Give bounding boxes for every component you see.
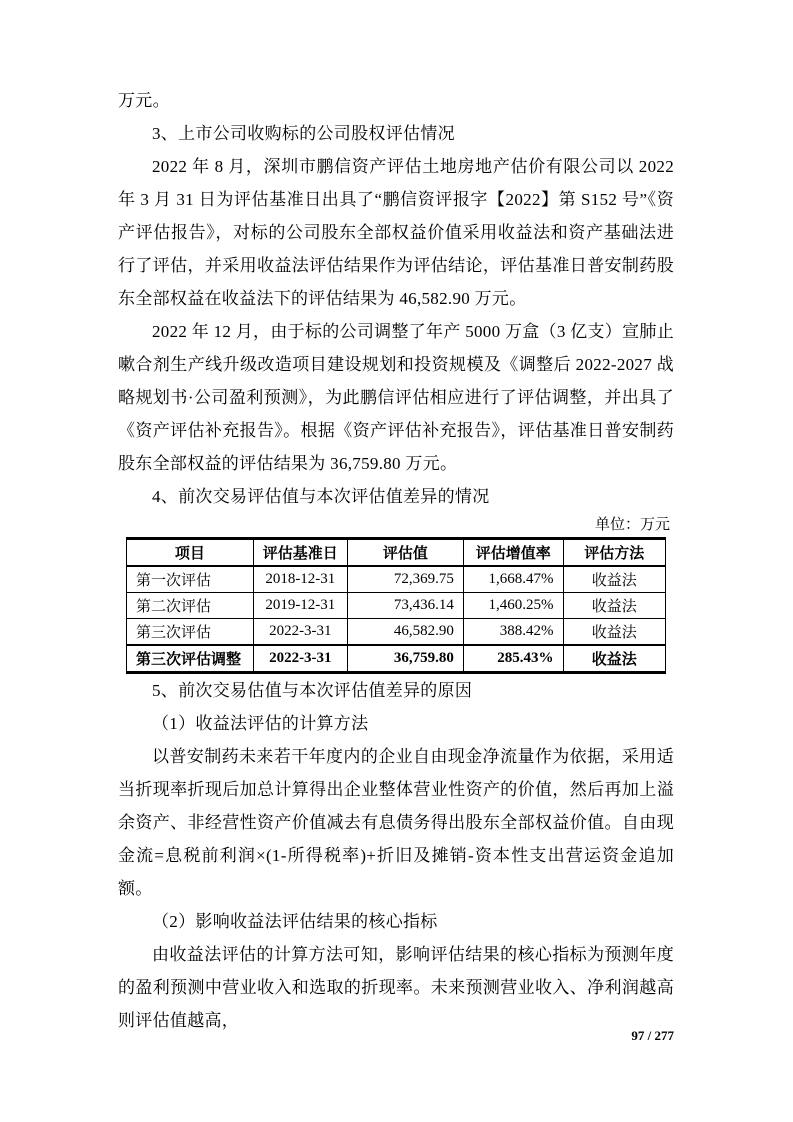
valuation-comparison-table (126, 537, 666, 674)
section-3-paragraph-2: 2022 年 12 月，由于标的公司调整了年产 5000 万盒（3 亿支）宣肺止嗽合剂生产线升级改造项目建设规划和投资规模及《调整后 2022-2027 战略规划书·公司盈利预测》，为此鹏信评估相应进行了评估调整，并出具了《资产评估补充报告》。根据《资产评估补充报告》，评估基准日普安制药股东全部权益的评估结果为 36,759.80 万元。 (118, 322, 674, 473)
section-4-heading: 4、前次交易评估值与本次评估值差异的情况 (152, 487, 490, 506)
header-item: 项目 (127, 539, 254, 567)
table-unit-label: 单位：万元 (594, 517, 670, 533)
table-cell: 2022-3-31 (253, 619, 347, 646)
subsection-1-heading: （1）收益法评估的计算方法 (152, 714, 369, 733)
table-cell: 收益法 (563, 593, 665, 619)
section-3-heading: 3、上市公司收购标的公司股权评估情况 (152, 124, 455, 143)
table-cell: 285.43% (463, 645, 563, 673)
table-cell: 1,460.25% (463, 593, 563, 619)
section-5-heading: 5、前次交易估值与本次评估值差异的原因 (152, 681, 473, 700)
table-header-row (127, 539, 666, 567)
table-cell: 收益法 (563, 566, 665, 593)
table-cell: 第三次评估调整 (127, 645, 254, 673)
content-area (118, 84, 674, 1037)
table-row-second-valuation (127, 593, 666, 619)
core-indicators-paragraph: 由收益法评估的计算方法可知，影响评估结果的核心指标为预测年度的盈利预测中营业收入和选取的折现率。未来预测营业收入、净利润越高则评估值越高， (118, 945, 674, 1030)
table-cell: 第一次评估 (127, 566, 254, 593)
table-cell: 2019-12-31 (253, 593, 347, 619)
page-number: 97 / 277 (631, 1028, 674, 1043)
header-base-date: 评估基准日 (253, 539, 347, 567)
table-cell: 2018-12-31 (253, 566, 347, 593)
table-cell: 收益法 (563, 619, 665, 646)
income-method-paragraph: 以普安制药未来若干年度内的企业自由现金净流量作为依据，采用适当折现率折现后加总计算得出企业整体营业性资产的价值，然后再加上溢余资产、非经营性资产价值减去有息债务得出股东全部权益价值。自由现金流=息税前利润×(1-所得税率)+折旧及摊销-资本性支出营运资金追加额。 (118, 747, 674, 898)
table-cell: 收益法 (563, 645, 665, 673)
section-3-paragraph-1: 2022 年 8 月，深圳市鹏信资产评估土地房地产估价有限公司以 2022 年 3 月 31 日为评估基准日出具了“鹏信资评报字【2022】第 S152 号”《资产评估报告》，对标的公司股东全部权益价值采用收益法和资产基础法进行了评估，并采用收益法评估结果作为评估结论，评估基准日普安制药股东全部权益在收益法下的评估结果为 46,582.90 万元。 (118, 157, 674, 308)
header-appreciation-rate: 评估增值率 (463, 539, 563, 567)
table-cell: 第三次评估 (127, 619, 254, 646)
table-cell: 73,436.14 (347, 593, 463, 619)
header-value: 评估值 (347, 539, 463, 567)
table-cell: 46,582.90 (347, 619, 463, 646)
table-row-third-valuation (127, 619, 666, 646)
table-cell: 388.42% (463, 619, 563, 646)
paragraph-continuation: 万元。 (118, 91, 170, 110)
table-cell: 1,668.47% (463, 566, 563, 593)
table-row-first-valuation (127, 566, 666, 593)
table-cell: 72,369.75 (347, 566, 463, 593)
header-method: 评估方法 (563, 539, 665, 567)
subsection-2-heading: （2）影响收益法评估结果的核心指标 (152, 912, 438, 931)
table-cell: 36,759.80 (347, 645, 463, 673)
table-row-third-valuation-adjusted (127, 645, 666, 673)
table-cell: 第二次评估 (127, 593, 254, 619)
table-cell: 2022-3-31 (253, 645, 347, 673)
